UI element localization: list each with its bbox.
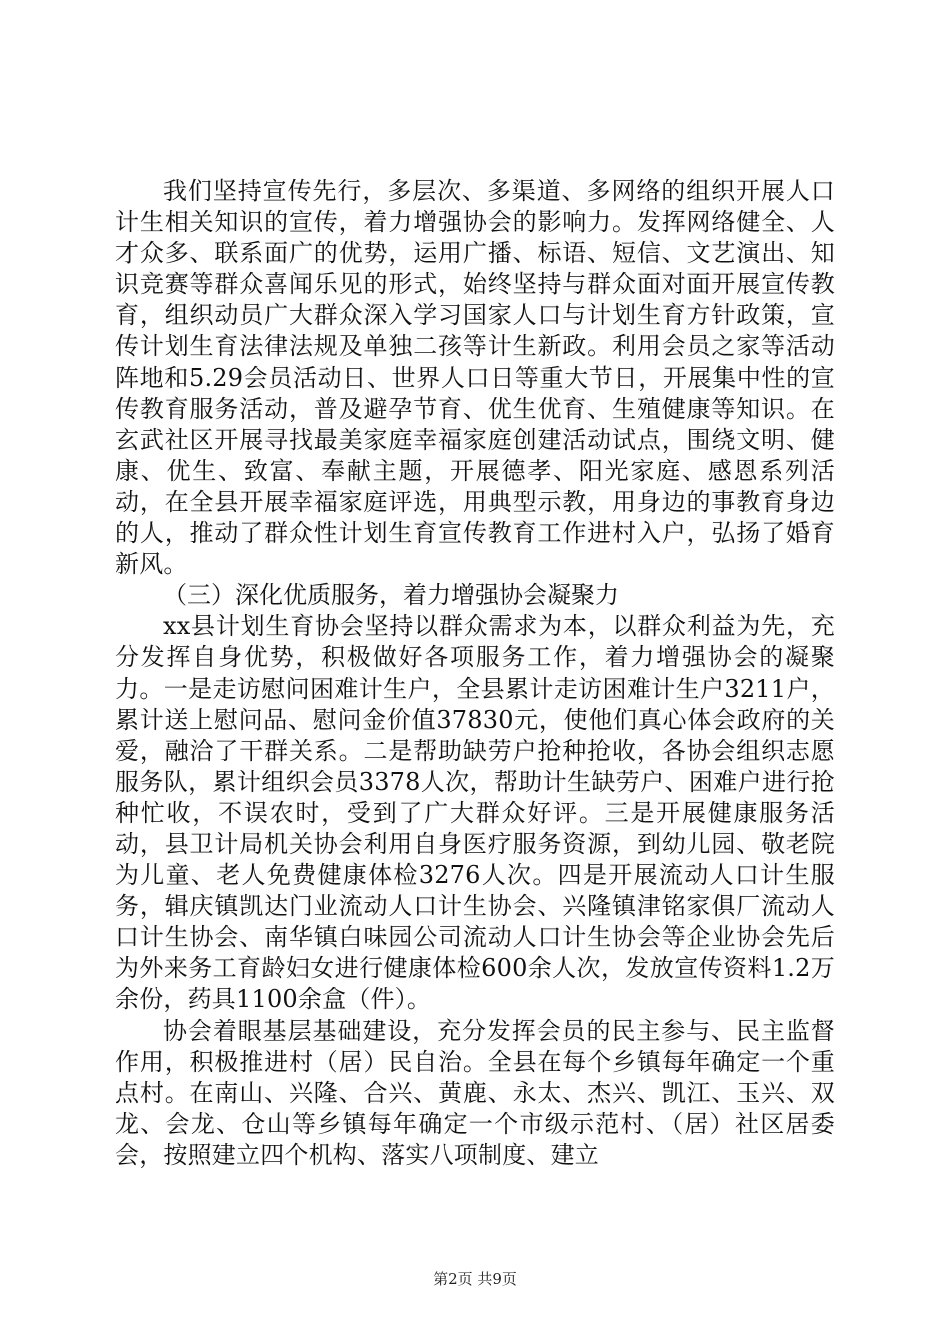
paragraph-publicity: 我们坚持宣传先行，多层次、多渠道、多网络的组织开展人口计生相关知识的宣传，着力增强协会的影响力。发挥网络健全、人才众多、联系面广的优势，运用广播、标语、短信、文艺演出、知识竞赛等群众喜闻乐见的形式，始终坚持与群众面对面开展宣传教育，组织动员广大群众深入学习国家人口与计划生育方针政策，宣传计划生育法律法规及单独二孩等计生新政。利用会员之家等活动阵地和5.29会员活动日、世界人口日等重大节日，开展集中性的宣传教育服务活动，普及避孕节育、优生优育、生殖健康等知识。在玄武社区开展寻找最美家庭幸福家庭创建活动试点，围绕文明、健康、优生、致富、奉献主题，开展德孝、阳光家庭、感恩系列活动，在全县开展幸福家庭评选，用典型示教，用身边的事教育身边的人，推动了群众性计划生育宣传教育工作进村入户，弘扬了婚育新风。	[115, 177, 835, 579]
paragraph-grassroots: 协会着眼基层基础建设，充分发挥会员的民主参与、民主监督作用，积极推进村（居）民自治。全县在每个乡镇每年确定一个重点村。在南山、兴隆、合兴、黄鹿、永太、杰兴、凯江、玉兴、双龙、会龙、仓山等乡镇每年确定一个市级示范村、（居）社区居委会，按照建立四个机构、落实八项制度、建立	[115, 1016, 835, 1169]
page-number-footer: 第2页 共9页	[433, 1270, 517, 1288]
section-heading-3: （三）深化优质服务，着力增强协会凝聚力	[163, 581, 619, 610]
paragraph-services: xx县计划生育协会坚持以群众需求为本，以群众利益为先，充分发挥自身优势，积极做好各项服务工作，着力增强协会的凝聚力。一是走访慰问困难计生户，全县累计走访困难计生户3211户，累计送上慰问品、慰问金价值37830元，使他们真心体会政府的关爱，融洽了干群关系。二是帮助缺劳户抢种抢收，各协会组织志愿服务队，累计组织会员3378人次，帮助计生缺劳户、困难户进行抢种忙收，不误农时，受到了广大群众好评。三是开展健康服务活动，县卫计局机关协会利用自身医疗服务资源，到幼儿园、敬老院为儿童、老人免费健康体检3276人次。四是开展流动人口计生服务，辑庆镇凯达门业流动人口计生协会、兴隆镇津铭家俱厂流动人口计生协会、南华镇白味园公司流动人口计生协会等企业协会先后为外来务工育龄妇女进行健康体检600余人次，发放宣传资料1.2万余份，药具1100余盒（件）。	[115, 612, 835, 1014]
document-body	[115, 176, 835, 1171]
